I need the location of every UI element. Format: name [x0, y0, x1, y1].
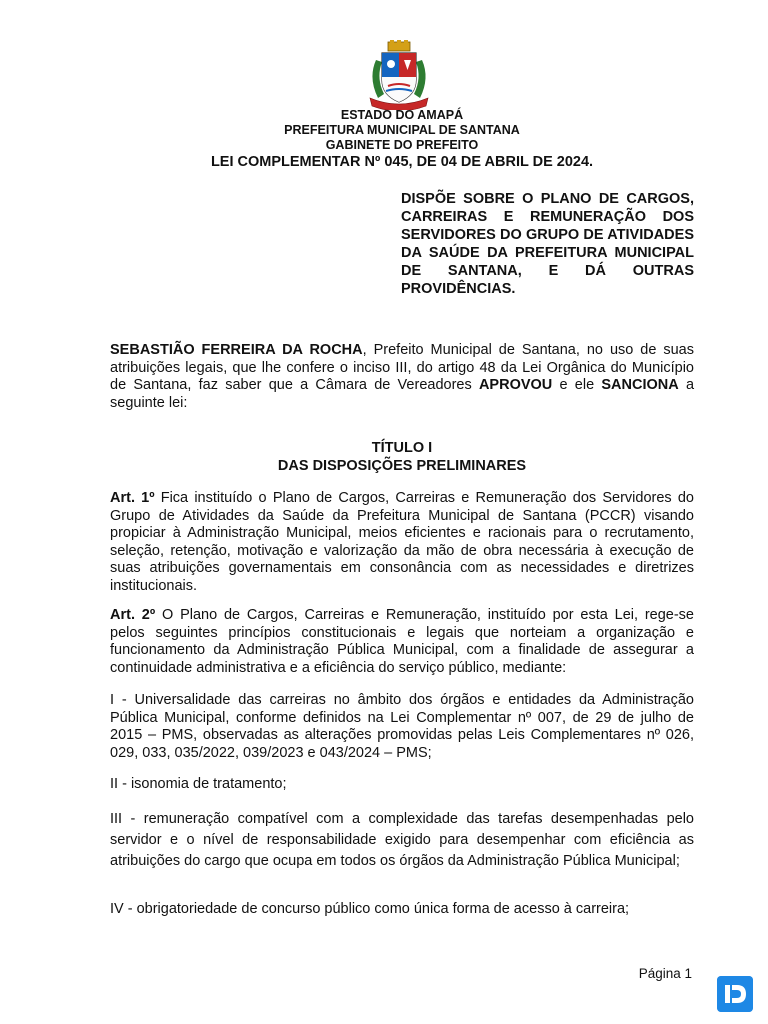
article-label: Art. 2º: [110, 607, 156, 623]
item-ii: [110, 776, 694, 794]
document-header: [110, 108, 694, 153]
article-2: [110, 607, 694, 677]
item-text: III - remuneração compatível com a complexidade das tarefas desempenhadas pelo servidor e o nível de responsabilidade exigido para desempenhar com eficiência as atribuições do cargo que ocupa em todos os órgãos da Administração Pública Municipal;: [110, 811, 694, 869]
header-office: GABINETE DO PREFEITO: [325, 138, 479, 152]
app-logo-icon[interactable]: [717, 976, 753, 1012]
sanctions-word: SANCIONA: [601, 377, 679, 393]
item-iii: [110, 809, 694, 872]
header-prefecture: PREFEITURA MUNICIPAL DE SANTANA: [284, 123, 520, 137]
preamble-paragraph: [110, 342, 694, 412]
coat-of-arms-icon: [364, 40, 434, 110]
page-number: Página 1: [638, 966, 692, 981]
article-text: O Plano de Cargos, Carreiras e Remuneração, instituído por esta Lei, rege-se pelos seguintes princípios constitucionais e legais que norteiam a organização e funcionamento da Administração Pública Municipal, com a finalidade de assegurar a continuidade administrativa e a eficiência do serviço público, mediante:: [110, 607, 694, 676]
preamble-text: a seguinte lei:: [110, 377, 695, 411]
approved-word: APROVOU: [478, 377, 553, 393]
header-state: ESTADO DO AMAPÁ: [340, 108, 464, 122]
item-text: IV - obrigatoriedade de concurso público como única forma de acesso à carreira;: [110, 901, 630, 917]
law-summary: DISPÕE SOBRE O PLANO DE CARGOS, CARREIRAS E REMUNERAÇÃO DOS SERVIDORES DO GRUPO DE ATIVIDADES DA SAÚDE DA PREFEITURA MUNICIPAL DE SANTANA, E DÁ OUTRAS PROVIDÊNCIAS.: [401, 191, 694, 297]
article-label: Art. 1º: [110, 490, 155, 506]
title-heading: [110, 440, 694, 475]
article-text: Fica instituído o Plano de Cargos, Carreiras e Remuneração dos Servidores do Grupo de Atividades da Saúde da Prefeitura Municipal de Santana (PCCR) visando propiciar à Administração Municipal, meios eficientes e racionais para o recrutamento, seleção, retenção, motivação e valorização da mão de obra necessária à execução de suas atribuições governamentais em consonância com as necessidades e diretrizes institucionais.: [110, 490, 694, 594]
mayor-name: SEBASTIÃO FERREIRA DA ROCHA: [110, 342, 363, 358]
item-iv: [110, 901, 694, 919]
preamble-text: e ele: [552, 377, 602, 393]
title-number: TÍTULO I: [371, 440, 433, 456]
title-name: DAS DISPOSIÇÕES PRELIMINARES: [277, 457, 527, 474]
article-1: [110, 490, 694, 595]
preamble-text: , Prefeito Municipal de Santana, no uso de suas atribuições legais, que lhe confere o inciso III, do artigo 48 da Lei Orgânica do Município de Santana, faz saber que a Câmara de Vereadores: [110, 342, 694, 393]
item-i: [110, 692, 694, 762]
item-text: I - Universalidade das carreiras no âmbito dos órgãos e entidades da Administração Pública Municipal, conforme definidos na Lei Complementar nº 007, de 29 de julho de 2015 – PMS, observadas as alterações promovidas pelas Leis Complementares nº 026, 029, 033, 035/2022, 039/2023 e 043/2024 – PMS;: [110, 692, 694, 761]
item-text: II - isonomia de tratamento;: [110, 776, 287, 792]
law-title: LEI COMPLEMENTAR Nº 045, DE 04 DE ABRIL DE 2024.: [210, 154, 594, 170]
